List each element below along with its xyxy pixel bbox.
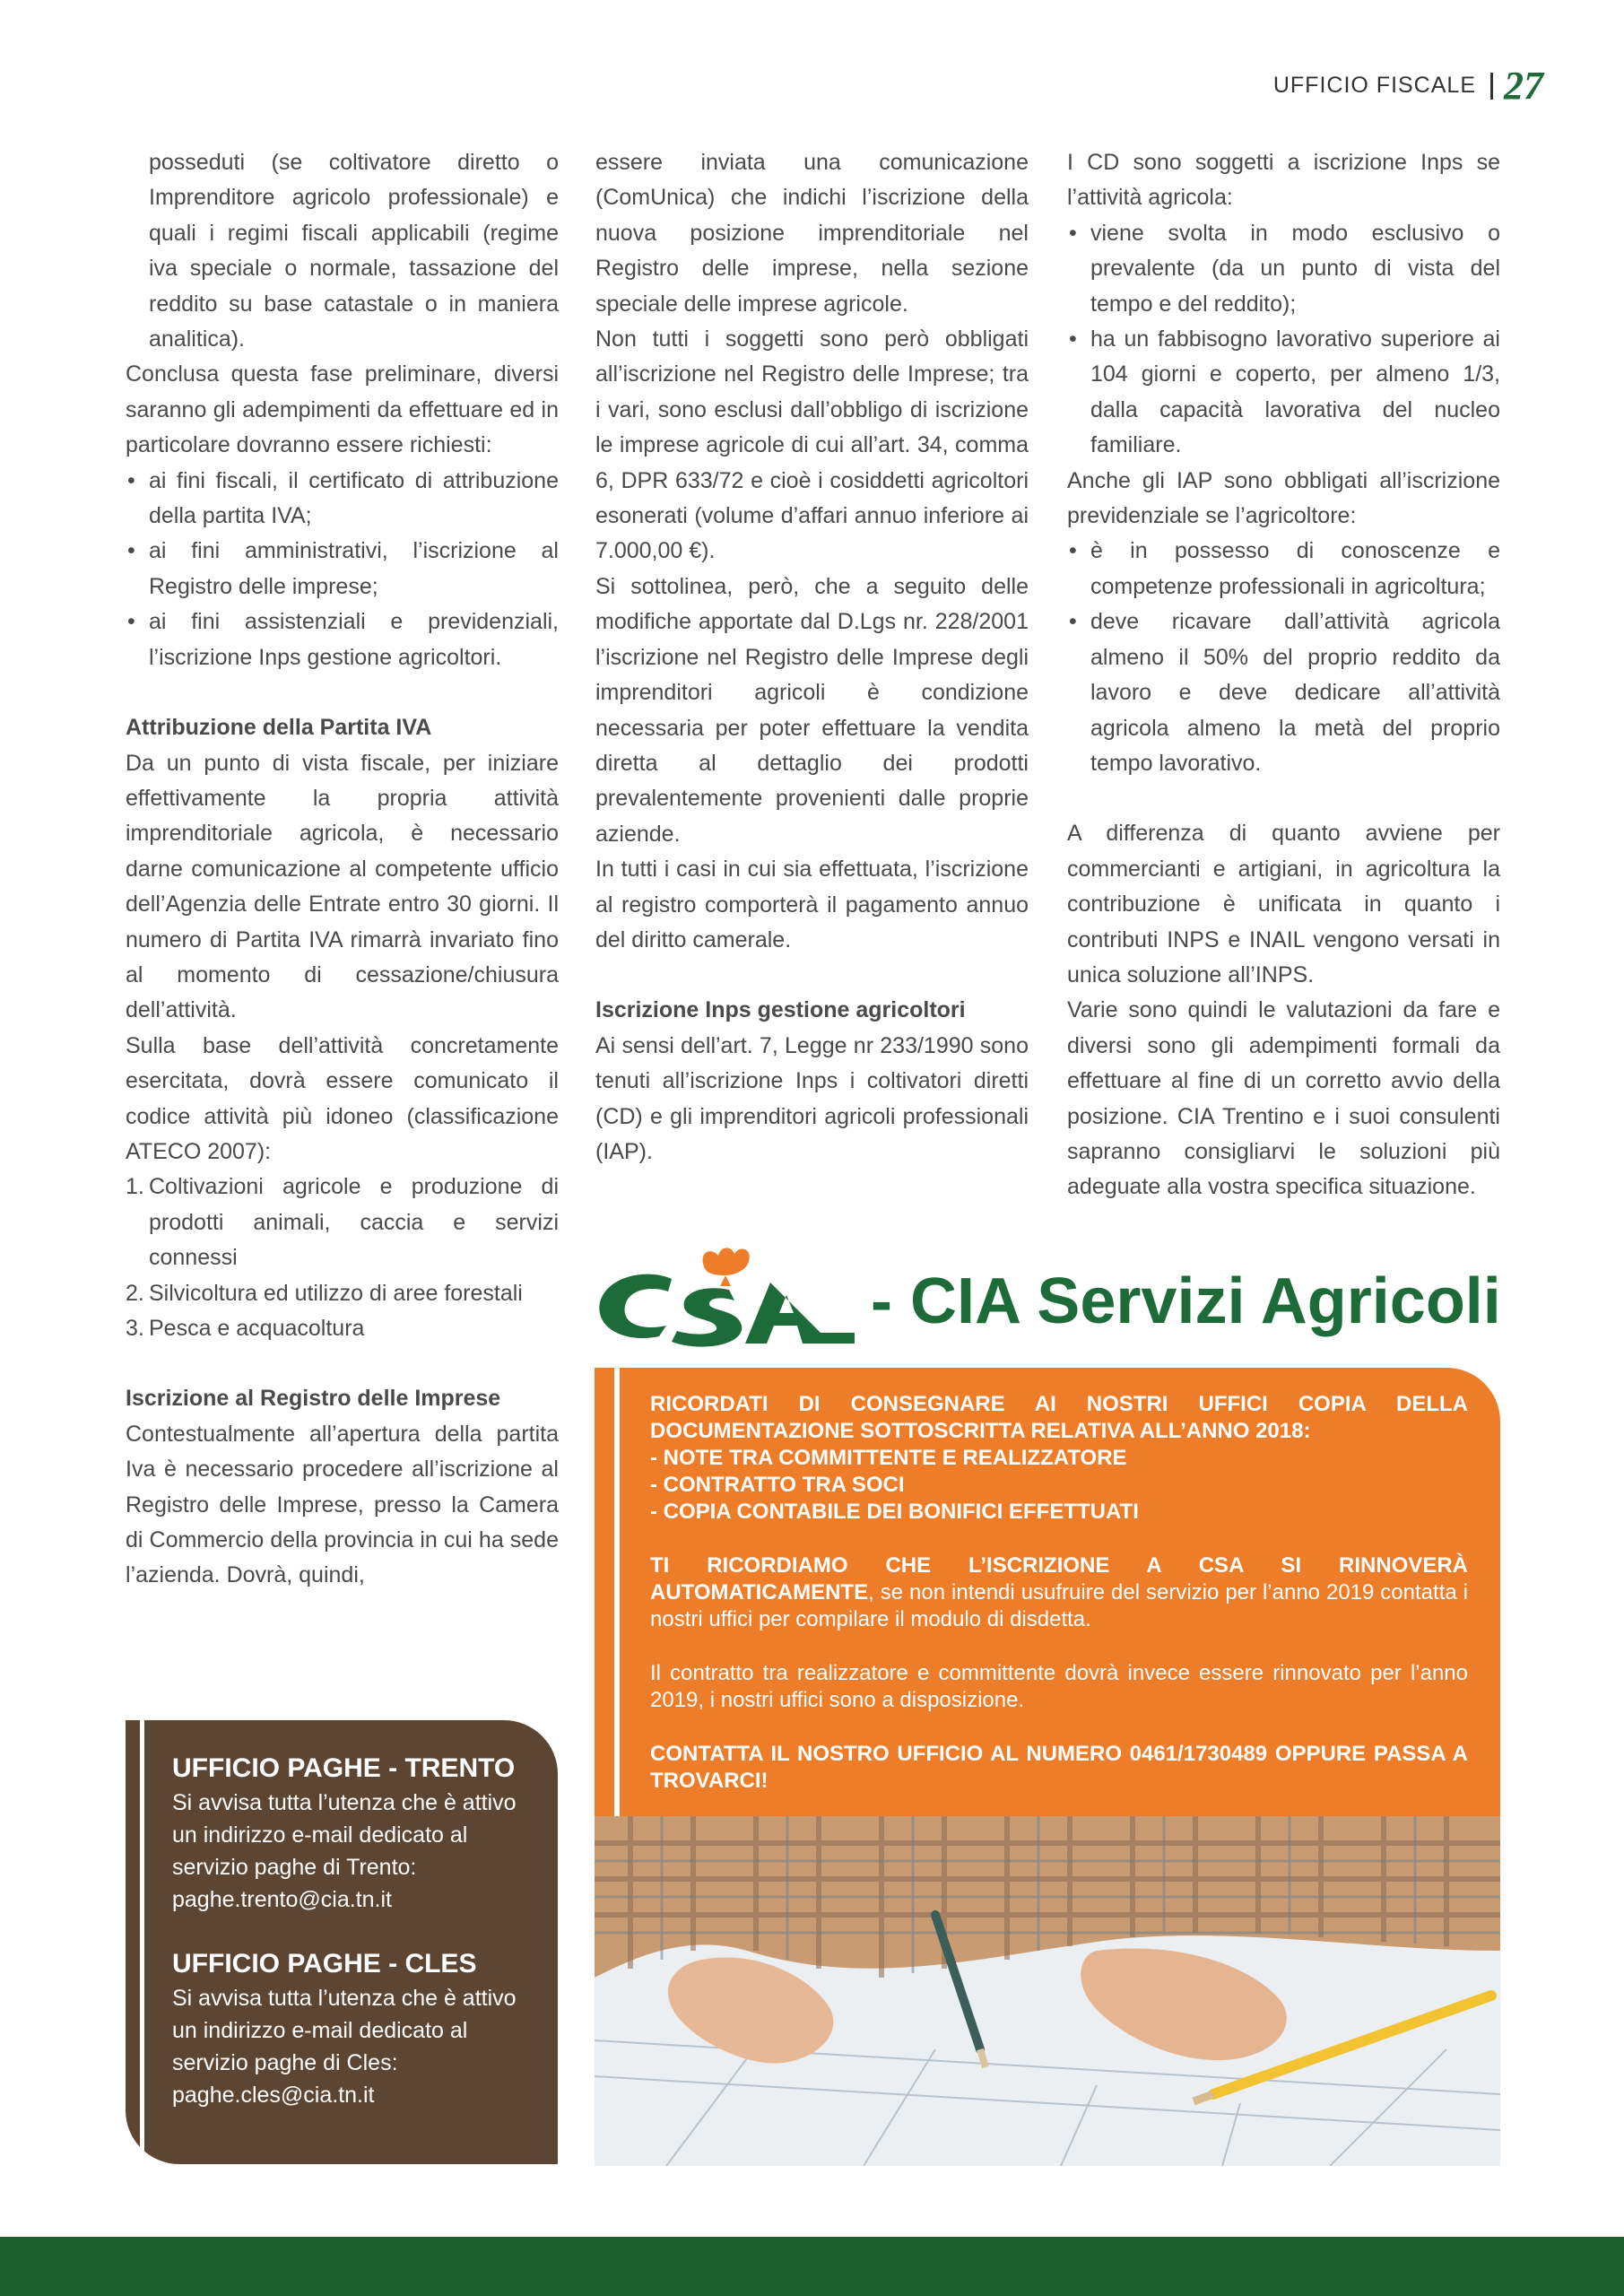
paragraph: Contestualmente all’apertura della partita Iva è necessario procedere all’iscrizione al Registro delle Imprese, presso la Camera di Commercio della provincia in cui ha sede l’azienda. Dovrà, quindi, [126,1421,559,1588]
bullet-icon: • [1069,326,1077,352]
paragraph: Si sottolinea, però, che a seguito delle modifiche apportate dal D.Lgs nr. 228/2001 l’iscrizione nel Registro delle Imprese degli imprenditori agricoli è condizione necessaria per poter effettuare la vendita diretta al dettaglio dei prodotti prevalentemente provenienti dalle proprie aziende. [595,573,1029,847]
paragraph: Anche gli IAP sono obbligati all’iscrizione previdenziale se l’agricoltore: [1067,467,1500,529]
bullet-list [126,464,559,675]
paragraph: essere inviata una comunicazione (ComUnica) che indichi l’iscrizione della nuova posizione imprenditoriale nel Registro delle imprese, nella sezione speciale delle imprese agricole. [595,150,1029,317]
bullet-icon: • [127,609,135,635]
list-item: • è in possesso di conoscenze e competenze professionali in agricoltura; [1067,534,1500,604]
bullet-icon: • [127,538,135,564]
list-item: • ai fini assistenziali e previdenziali, l’iscrizione Inps gestione agricoltori. [126,604,559,675]
section-title: UFFICIO FISCALE [1272,73,1476,98]
page-number: 27 [1504,64,1543,108]
section-heading: Attribuzione della Partita IVA [126,715,432,741]
page-header [1273,63,1543,109]
paragraph: In tutti i casi in cui sia effettuata, l’iscrizione al registro comporterà il pagamento annuo del diritto camerale. [595,857,1029,952]
numbered-list [126,1170,559,1346]
paragraph: I CD sono soggetti a iscrizione Inps se l’attività agricola: [1067,150,1500,211]
header-divider [1490,73,1493,100]
paragraph: Non tutti i soggetti sono però obbligati all’iscrizione nel Registro delle Imprese; tra i vari, sono esclusi dall’obbligo di iscrizione le imprese agricole di cui all’art. 34, comma 6, DPR 633/72 e cioè i cosiddetti agricoltori esonerati (volume d’affari annuo inferiore ai 7.000,00 €). [595,326,1029,564]
trento-title: UFFICIO PAGHE - TRENTO [172,1753,516,1783]
hands-drawing-image [595,1816,1500,2166]
column-3 [1067,145,1500,1205]
bullet-icon: • [127,467,135,493]
svg-text:CSA: CSA [595,1243,597,1244]
column-1 [126,145,559,1594]
csa-title: - CIA Servizi Agricoli [871,1265,1501,1337]
list-item: 3. Pesca e acquacoltura [126,1316,365,1341]
paragraph: Varie sono quindi le valutazioni da fare e diversi sono gli adempimenti formali da effettuare al fine di un corretto avvio della posizione. CIA Trentino e i suoi consulenti sapranno consigliarvi le soluzioni più adeguate alla vostra specifica situazione. [1067,997,1500,1200]
list-item: • ai fini amministrativi, l’iscrizione al Registro delle imprese; [126,534,559,604]
list-item: • viene svolta in modo esclusivo o prevalente (da un punto di vista del tempo e del reddito); [1067,216,1500,322]
csa-notice-text: RICORDATI DI CONSEGNARE AI NOSTRI UFFICI COPIA DELLA DOCUMENTAZIONE SOTTOSCRITTA RELATIVA ALL’ANNO 2018: - NOTE TRA COMMITTENTE E REALIZZATORE - CONTRATTO TRA SOCI - COPIA CONTABILE DEI BONIFICI EFFETTUATI TI RICORDIAMO CHE L’ISCRIZIONE A CSA SI RINNOVERÀ AUTOMATICAMENTE, se non intendi usufruire del servizio per l’anno 2019 contatta i nostri uffici per compilare il modulo di disdetta. Il contratto tra realizzatore e committente dovrà invece essere rinnovato per l’anno 2019, i nostri uffici sono a disposizione. CONTATTA IL NOSTRO UFFICIO AL NUMERO 0461/1730489 OPPURE PASSA A TROVARCI! [650,1392,1468,1793]
cles-text: Si avvisa tutta l’utenza che è attivo un indirizzo e-mail dedicato al servizio paghe di Cles: paghe.cles@cia.tn.it [172,1986,517,2108]
paghe-info-box [126,1720,558,2164]
section-heading: Iscrizione al Registro delle Imprese [126,1386,501,1412]
paragraph: posseduti (se coltivatore diretto o Imprenditore agricolo professionale) e quali i regimi fiscali applicabili (regime iva speciale o normale, tassazione del reddito su base catastale o in maniera analitica). [149,150,559,352]
paragraph: Da un punto di vista fiscale, per iniziare effettivamente la propria attività imprenditoriale agricola, è necessario darne comunicazione al competente ufficio dell’Agenzia delle Entrate entro 30 giorni. Il numero di Partita IVA rimarrà invariato fino al momento di cessazione/chiusura dell’attività. [126,750,559,1023]
paragraph: A differenza di quanto avviene per commercianti e artigiani, in agricoltura la contribuzione è unificata in quanto i contributi INPS e INAIL vengono versati in unica soluzione all’INPS. [1067,821,1500,987]
bullet-icon: • [1069,538,1077,564]
bullet-list [1067,534,1500,781]
section-heading: Iscrizione Inps gestione agricoltori [595,997,966,1023]
csa-logo [595,1243,864,1356]
list-item: 2. Silvicoltura ed utilizzo di aree forestali [126,1280,523,1306]
paragraph: Sulla base dell’attività concretamente esercitata, dovrà essere comunicato il codice attività più idoneo (classificazione ATECO 2007): [126,1032,559,1164]
bullet-list [1067,216,1500,464]
paragraph: Conclusa questa fase preliminare, diversi saranno gli adempimenti da effettuare ed in particolare dovranno essere richiesti: [126,361,559,458]
footer-bar [0,2237,1624,2296]
column-2 [595,145,1029,1170]
list-item: 1. Coltivazioni agricole e produzione di prodotti animali, caccia e servizi connessi [126,1174,559,1271]
bullet-icon: • [1069,220,1077,246]
paghe-info-text [172,1751,540,2111]
list-item: • ai fini fiscali, il certificato di attribuzione della partita IVA; [126,464,559,535]
csa-heading [595,1243,1500,1356]
list-item: • ha un fabbisogno lavorativo superiore ai 104 giorni e coperto, per almeno 1/3, dalla capacità lavorativa del nucleo familiare. [1067,322,1500,464]
paragraph: Ai sensi dell’art. 7, Legge nr 233/1990 sono tenuti all’iscrizione Inps i coltivatori diretti (CD) e gli imprenditori agricoli professionali (IAP). [595,1032,1029,1164]
bullet-icon: • [1069,609,1077,635]
trento-text: Si avvisa tutta l’utenza che è attivo un indirizzo e-mail dedicato al servizio paghe di Trento: paghe.trento@cia.tn.it [172,1790,517,1912]
drafting-photo [595,1816,1500,2166]
list-item: • deve ricavare dall’attività agricola almeno il 50% del proprio reddito da lavoro e deve dedicare all’attività agricola almeno la metà del proprio tempo lavorativo. [1067,604,1500,781]
cles-title: UFFICIO PAGHE - CLES [172,1949,477,1979]
csa-notice-box [595,1368,1500,1816]
